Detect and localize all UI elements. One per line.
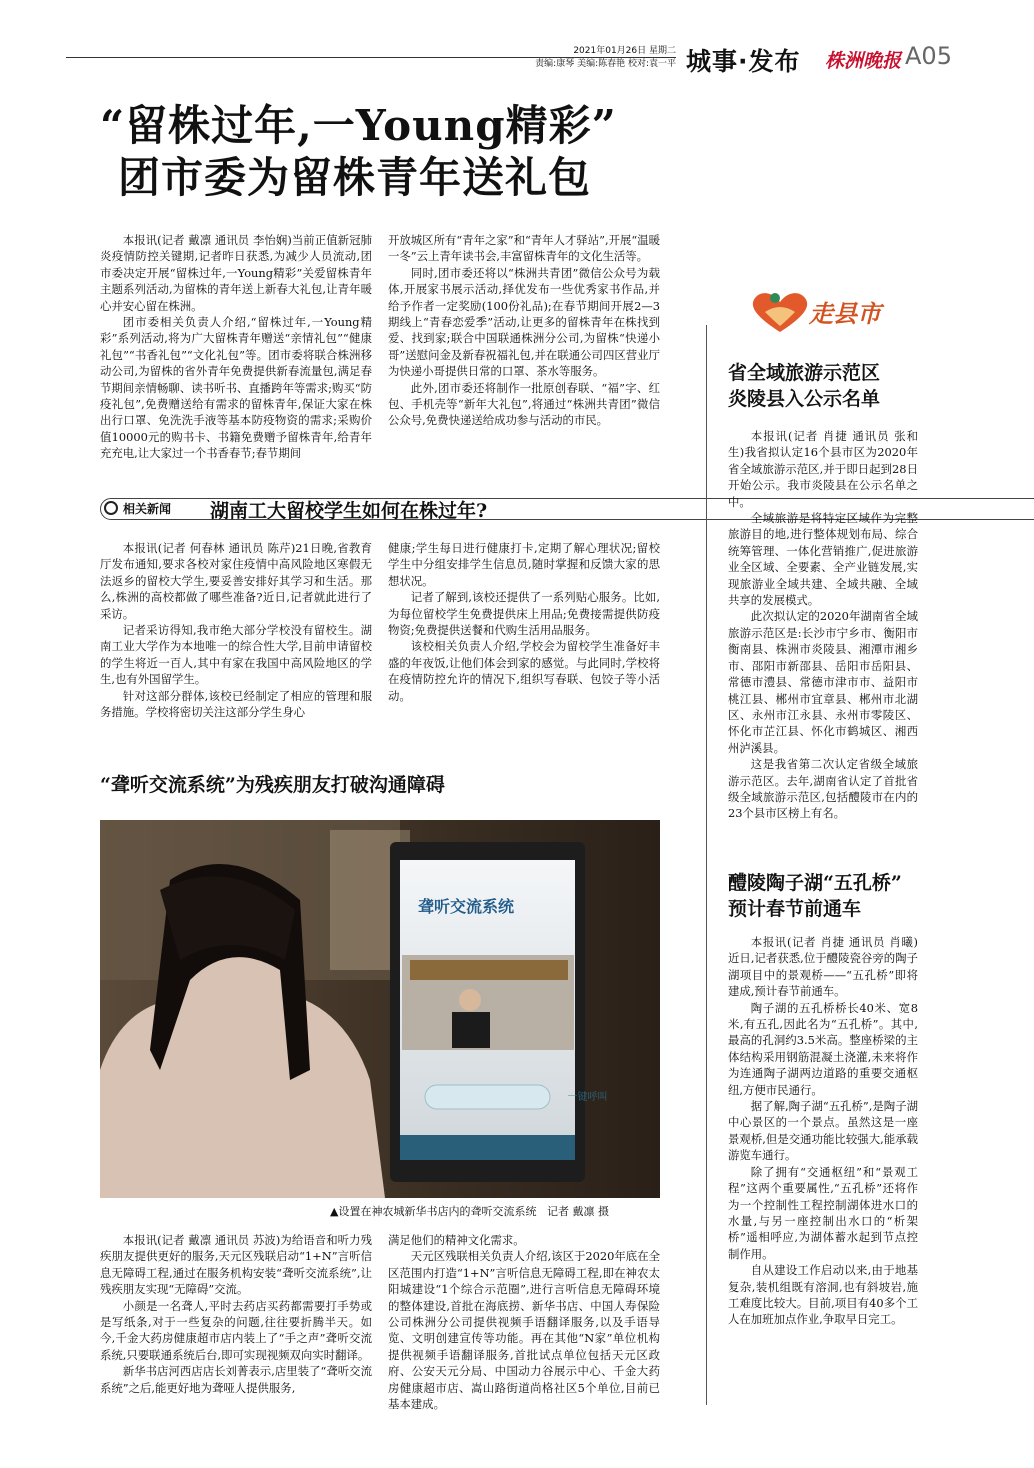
main-article-col2 [388,232,660,429]
brand-logo: 株洲晚报 [825,50,902,72]
screen-call-button: 一键呼叫 [567,1092,608,1103]
story1-title-line2: 炎陵县入公示名单 [728,388,881,410]
paragraph: 全域旅游是将特定区域作为完整旅游目的地,进行整体规划布局、综合统筹管理、一体化营销推广,促进旅游业全区域、全要素、全产业链发展,实现旅游业全域共建、全域共融、全域共享的发展模式。 [728,511,918,608]
header-editors: 责编:康琴 美编:陈春艳 校对:袁一平 [535,59,676,69]
paragraph: 团市委相关负责人介绍,“留株过年,一Young精彩”系列活动,将为广大留株青年赠送“亲情礼包”“健康礼包”“书香礼包”“文化礼包”等。团市委将联合株洲移动公司,为留株的省外青年免费提供新春流量包,满足春节期间亲情畅聊、读书听书、直播跨年等需求;购买“防疫礼包”,免费赠送给有需求的留株青年,保证大家在株出行口罩、免洗洗手液等基本防疫物资的需求;采购价值10000元的购书卡、书籍免费赠予留株青年,给青年充充电,让大家过一个书香春节;春节期间 [100,315,372,461]
news-photo [100,820,660,1198]
header-rule [66,57,676,58]
story1-body [728,428,918,822]
paragraph: 此次拟认定的2020年湖南省全域旅游示范区是:长沙市宁乡市、衡阳市衡南县、株洲市炎陵县、湘潭市湘乡市、邵阳市新邵县、岳阳市岳阳县、常德市澧县、常德市津市市、益阳市桃江县、郴州市宜章县、郴州市北湖区、永州市江永县、永州市零陵区、怀化市芷江县、怀化市鹤城区、湘西州泸溪县。 [728,609,918,755]
story1-title-line1: 省全域旅游示范区 [728,362,881,384]
sidebar-divider [706,325,707,1405]
paragraph: 本报讯(记者 肖捷 通讯员 张和生)我省拟认定16个县市区为2020年省全域旅游示范区,并于即日起到28日开始公示。我市炎陵县在公示名单之中。 [728,429,918,509]
paragraph: 天元区残联相关负责人介绍,该区于2020年底在全区范围内打造“1+N”言听信息无障碍工程,即在神农太阳城建设“1个综合示范圈”,进行言听信息无障碍环境的整体建设,首批在海底捞、新华书店、中国人寿保险公司株洲分公司提供视频手语翻译服务,以及手语导览、文明创建宣传等功能。再在其他“N家”单位机构提供视频手语翻译服务,首批试点单位包括天元区政府、公安天元分局、中国动力谷展示中心、千金大药房健康超市店、嵩山路街道尚格社区5个单位,目前已基本建成。 [388,1249,660,1412]
paragraph: 本报讯(记者 何春林 通讯员 陈芹)21日晚,省教育厅发布通知,要求各校对家住疫情中高风险地区寒假无法返乡的留校大学生,要妥善安排好其学习和生活。那么,株洲的高校都做了哪些准备?近日,记者就此进行了采访。 [100,541,372,621]
paragraph: 记者了解到,该校还提供了一系列贴心服务。比如,为每位留校学生免费提供床上用品;免费接需提供防疫物资;免费提供送餐和代购生活用品服务。 [388,590,660,638]
paragraph: 小颜是一名聋人,平时去药店买药都需要打手势或是写纸条,对于一些复杂的问题,往往要折腾半天。如今,千金大药房健康超市店内装上了“手之声”聋听交流系统,只要联通系统后台,即可实现视频双向实时翻译。 [100,1298,372,1362]
paragraph: 据了解,陶子湖“五孔桥”,是陶子湖中心景区的一个景点。虽然这是一座景观桥,但是交通功能比较强大,能承载游览车通行。 [728,1099,918,1163]
paragraph: 记者采访得知,我市绝大部分学校没有留校生。湖南工业大学作为本地唯一的综合性大学,目前申请留校的学生将近一百人,其中有家在我国中高风险地区的学生,也有外国留学生。 [100,623,372,687]
photo-illustration [100,820,660,1198]
paragraph: 本报讯(记者 戴凛 通讯员 苏波)为给语音和听力残疾朋友提供更好的服务,天元区残联启动“1+N”言听信息无障碍工程,通过在服务机构安装“聋听交流系统”,让残疾朋友实现“无障碍”交流。 [100,1233,372,1297]
related-news-col1 [100,540,372,720]
paragraph: 健康;学生每日进行健康打卡,定期了解心理状况;留校学生中分组安排学生信息员,随时掌握和反馈大家的思想状况。 [388,541,660,588]
page-number: A05 [905,42,952,70]
photo-caption: ▲设置在神农城新华书店内的聋听交流系统 记者 戴凛 摄 [330,1205,609,1218]
paragraph: 该校相关负责人介绍,学校会为留校学生准备好丰盛的年夜饭,让他们体会到家的感觉。与此同时,学校将在疫情防控允许的情况下,组织写春联、包饺子等小活动。 [388,639,660,703]
main-title-line2: 团市委为留株青年送礼包 [118,153,592,202]
main-article-col1 [100,232,372,462]
paragraph: 满足他们的精神文化需求。 [388,1233,525,1247]
paragraph: 同时,团市委还将以“株洲共青团”微信公众号为载体,开展家书展示活动,择优发布一些优秀家书作品,并给予作者一定奖励(100份礼品);在春节期间开展2—3期线上“青春恋爱季”活动,让更多的留株青年在株找到爱、找到家;联合中国联通株洲分公司,为留株“快递小哥”送慰问金及新春祝福礼包,并在联通公司四区营业厅为快递小哥提供日常的口罩、茶水等服务。 [388,265,660,379]
county-logo-text: 走县市 [809,300,881,328]
paragraph: 自从建设工作启动以来,由于地基复杂,装机组既有溶洞,也有斜坡岩,施工难度比较大。目前,项目有40多个工人在加班加点作业,争取早日完工。 [728,1263,918,1327]
magnifier-icon [104,501,118,515]
paragraph: 这是我省第二次认定省级全域旅游示范区。去年,湖南省认定了首批省级全域旅游示范区,包括醴陵市在内的23个县市区榜上有名。 [728,757,918,821]
county-logo [745,288,905,336]
related-news-col2 [388,540,660,704]
tag-label: 相关新闻 [123,502,172,516]
deaf-article-col1 [100,1232,372,1396]
story2-body [728,934,918,1328]
paragraph: 本报讯(记者 戴凛 通讯员 李怡娴)当前正值新冠肺炎疫情防控关键期,记者昨日获悉,为减少人员流动,团市委决定开展“留株过年,一Young精彩”关爱留株青年主题系列活动,为留株的青年送上新春大礼包,让青年暖心并安心留在株洲。 [100,233,372,313]
deaf-article-col2 [388,1232,660,1412]
related-news-title: 湖南工大留校学生如何在株过年? [210,500,488,522]
paragraph: 此外,团市委还将制作一批原创春联、“福”字、红包、手机壳等“新年大礼包”,将通过“株洲共青团”微信公众号,免费快递送给成功参与活动的市民。 [388,380,660,428]
paragraph: 针对这部分群体,该校已经制定了相应的管理和服务措施。学校将密切关注这部分学生身心 [100,688,372,720]
header-date: 2021年01月26日 星期二 [573,46,676,56]
screen-title: 聋听交流系统 [418,897,515,916]
paragraph: 陶子湖的五孔桥桥长40米、宽8米,有五孔,因此名为“五孔桥”。其中,最高的孔洞约3.5米高。整座桥梁的主体结构采用钢筋混凝土浇灌,未来将作为连通陶子湖两边道路的重要交通枢纽,方便市民通行。 [728,1000,918,1097]
story2-title-line1: 醴陵陶子湖“五孔桥” [728,872,902,894]
section-title: 城事·发布 [686,47,801,76]
story2-title-line2: 预计春节前通车 [728,898,862,920]
paragraph: 本报讯(记者 肖捷 通讯员 肖曦)近日,记者获悉,位于醴陵瓷谷旁的陶子湖项目中的景观桥——“五孔桥”即将建成,预计春节前通车。 [728,935,918,999]
paragraph: 除了拥有“交通枢纽”和“景观工程”这两个重要属性,“五孔桥”还将作为一个控制性工程控制湖体进水口的水量,与另一座控制出水口的“析架桥”遥相呼应,为湖体蓄水起到节点控制作用。 [728,1164,918,1261]
main-title-line1: “留株过年,一Young精彩” [100,101,617,150]
deaf-article-title: “聋听交流系统”为残疾朋友打破沟通障碍 [100,774,445,796]
paragraph: 开放城区所有“青年之家”和“青年人才驿站”,开展“温暖一冬”云上青年读书会,丰富留株青年的文化生活等。 [388,233,660,264]
heart-hands-icon [745,288,815,336]
paragraph: 新华书店河西店店长刘菁表示,店里装了“聋听交流系统”之后,能更好地为聋哑人提供服务, [100,1364,372,1395]
